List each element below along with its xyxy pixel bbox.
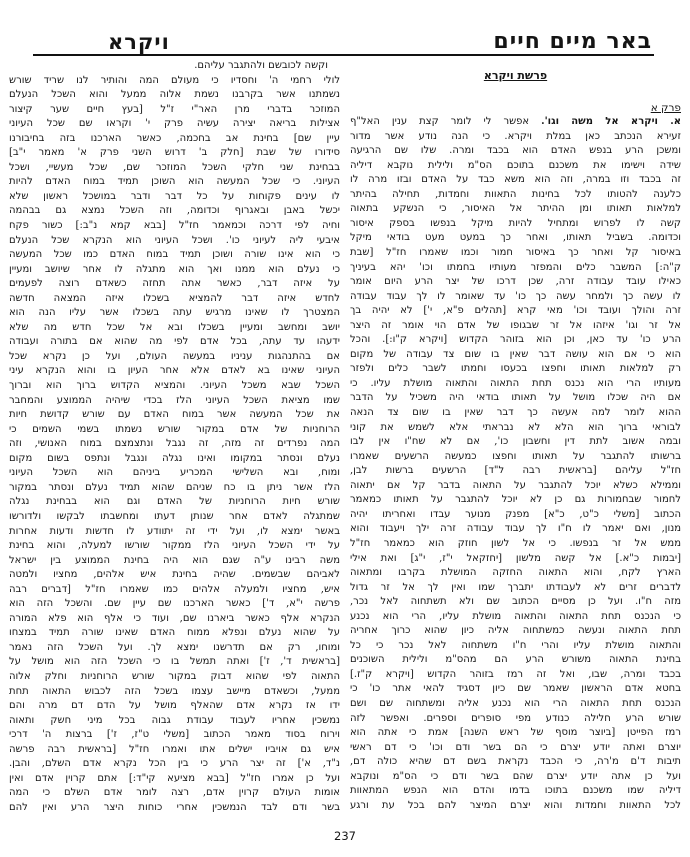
text-line: לכל התאוות וחמדות והוא יצרם המיצר להם בכל עת ורגע	[350, 799, 681, 811]
text-line: ומוחו, רק אם תדרשנו ימצא לך. ועל השכל הזה נאמר	[9, 641, 340, 653]
book-title: באר מיים חיים	[493, 28, 652, 54]
text-line: דיליה שמו משכנם בתוכו בדמו והדם הוא הנפש המתאוות	[350, 785, 681, 797]
text-line: למלאות תאותו ומן ההיתר אל האיסור, כי הנשקע בתאוה	[350, 203, 681, 215]
text-line: יכשל באבן ובאגרוף וכדומה, וזה השכל נמצא גם בבהמה	[9, 205, 340, 217]
text-line: נ"ד, א'] זה יצר הרע כי בין הכל נקרא אדם השלם, והבן.	[9, 758, 340, 770]
text-line: זעירא הנכתב כאן במלת ויקרא. כי הנה נודע אשר מדור	[350, 130, 681, 142]
text-line: על ידי השכל העיוני הלז ממקור שורשו למעלה, והוא בחינת	[9, 540, 340, 552]
text-line: ק"ה:] המשבר כלים והמפזר מעותיו בחמתו וכו' יהא בעיניך	[350, 261, 681, 273]
text-line: באשר ימצא לו, ועל ידי זה יתוודע לו חדשות ודעות אחרות	[9, 525, 340, 537]
text-line: העיוני. כי שכל המעשה הוא השוכן תמיד במוח האדם להיות	[9, 176, 340, 188]
text-line: אם בהתנהגות עניניו במעשה העולם, ועל כן נקרא שכל	[9, 350, 340, 362]
text-line: לולי רחמי ה' וחסדיו כי מעולם המה והותיר לנו שריד שורש	[9, 74, 340, 86]
text-line: כלענה להטותו לכל בחינות התאוות וחמדות, תחילה בהיתר	[350, 188, 681, 200]
text-line: שידה וישימו את משכנם בתוכם הס"מ ולילית נוקבא דיליה	[350, 159, 681, 171]
text-line: ועל כן אתה יודע יצרם שהם בשר ודם כי הס"מ ונוקבא	[350, 770, 681, 782]
text-line: זה בכבד וזו במרה, וזה הוא משא כבד על האדם ובזו מרה לו	[350, 174, 681, 186]
first-line-rest: אפשר לי לומר קצת ענין האל"ף	[350, 116, 542, 128]
text-line: תחת התאוה ונעשה כמשתחוה אליה כיון שהוא כרוך אחריה	[350, 625, 681, 637]
text-line: ברשותו להתגבר על תאותו וחפצו כמעשה הרשעים שאמרו	[350, 450, 681, 462]
text-line: ובמה אשוב לתת דין וחשבון כו', אם לא שח"ו אין לבו	[350, 436, 681, 448]
text-line: יושב ומחשב ומעיין בשכלו ובא אל שכל חדש מה שלא	[9, 321, 340, 333]
text-line: רק למלאות תאותו וחפצו בכעסו וחמתו לשבר כלים ולפזר	[350, 363, 681, 375]
text-line: איש, מחציו ולמעלה אלהים כמו שאמרו חז"ל [דברים רבה	[9, 583, 340, 595]
text-line: לאביהם שבשמים. שהיה בחינת איש אלהים, מחציו ולמטה	[9, 569, 340, 581]
text-line: נמשכין אחריו לעבוד עבודת גבוה בכל מיני חשק ותאוה	[9, 714, 340, 726]
text-line: נעלם ונסתר במקומו ואינו נגלה ונגבל ונתפס בשום מקום	[9, 452, 340, 464]
text-line: הרוחניות של אדם במקור שורש נשמתו בשמי השמים כי	[9, 423, 340, 435]
text-line: קשה לו לפרוש ומתחיל להיות מיקל בנפשו בספק איסור	[350, 217, 681, 229]
right-column-body	[350, 130, 681, 814]
text-line: העיוני שאינו בא לאדם אלא אחר העיון בו והוא הנקרא עיני	[9, 365, 340, 377]
text-line: משה רבינו ע"ה שגם הוא היה בחינת הממוצע בין ישראל	[9, 554, 340, 566]
text-line: מנון, ואם יאמר לו ח"ו לך עבוד עבודה זרה ילך ויעבוד והוא	[350, 523, 681, 535]
text-line: יוצרם ואתה יודע יצרם כי הם בשר ודם וכו' כי דם ראשי	[350, 741, 682, 753]
text-line: רמז הפייטן [ביוצר מוסף של ראש השנה] אמת כי אתה הוא	[350, 727, 681, 739]
page-number: 237	[334, 829, 356, 843]
text-line: שורש הרע חלילה כנודע מפי סופרים וספרים. ואפשר לזה	[350, 712, 681, 724]
text-line: המוזכר בדברי מרן האר"י ז"ל [בעץ חיים שער קיצור	[9, 103, 340, 115]
paragraph-end-line: וקשה לכובשם ולהתגבר עליהם.	[194, 60, 328, 71]
text-line: וכדומה. בשביל תאותו, ואחר כך במעט מעט בודאי מיקל	[350, 232, 681, 244]
text-line: לחדש איזה דבר להמציא בשכלו איזה המצאה חדשה	[9, 292, 340, 304]
text-line: זרה והולך ועובד וכו' מאי קרא [תהלים פ"א, י'] לא יהיה בך	[350, 305, 681, 317]
text-line: על איזה דבר, כאשר אתה תחזה כשאדם רוצה לפעמים	[9, 278, 340, 290]
parsha-heading: פרשת ויקרא	[483, 69, 548, 82]
text-line: ועל כן אמרו חז"ל [בבא מציעא קי"ד:] אתם קרוין אדם ואין	[9, 772, 340, 784]
text-line: הוא כי אם הוא עושה דבר שאין בו שום צד עבודה של מקום	[350, 348, 681, 360]
header-rule	[33, 54, 654, 56]
text-line: בחטא אדם הראשון שאמר שם כיון דסגיד להאי אתר כו' כי	[350, 683, 681, 695]
text-line: לו עינים פקוחות על כל דבר ודבר במושכל ראשון שלא	[9, 190, 340, 202]
text-line: ומוח, ובא השלישי המכריע ביניהם הוא השכל העיוני	[9, 467, 340, 479]
text-line: כי נעלם הוא ממנו ואך הוא מתגלה לו אחר שיושב ומעיין	[9, 263, 340, 275]
text-line: מעותיו הרי הוא נכנס תחת התאוה והתאוה מושלת עליו. כי	[350, 377, 681, 389]
text-line: אם היה שכלו מושל על תאותו בודאי היה משכיל על הדבר	[350, 392, 681, 404]
text-line: וממילא כשלא יוכל להתגבר על התאוה בדבר קל אם יתאוה	[350, 479, 681, 491]
text-line: אומות העולם קרוין אדם, רצה לומר אדם השלם כי המה	[9, 787, 340, 799]
text-line: נשמתנו אשר בקרבנו נשמת אלוה ממעל והוא השכל הנעלם	[9, 89, 340, 101]
text-line: פרשה י"א, ד'] כאשר הארכנו שם עיין שם. והשכל הזה הוא	[9, 598, 340, 610]
text-line: כי הנכנס תחת התאוה והתאוה מושלת עליו, הרי הוא נכנע	[350, 610, 681, 622]
text-line: הארץ לקח, והוא התאוה החזקה המושלת בקרבו ומתאוה	[350, 567, 681, 579]
text-line: ידעהו עד עתה, בכל אדם לפי מה שהוא אם בתורה ועבודה	[9, 336, 340, 348]
text-line: חז"ל עליהם [בראשית רבה ל"ד] הרשעים ברשות לבן,	[350, 465, 681, 477]
text-line: וירוח בסוד מאמר הכתוב [משלי ט"ז, ז'] ברצות ה' דרכי	[9, 729, 340, 741]
text-line: והתאוה מושלת עליו והרי ח"ו משתחוה לאל נכר כי כל	[350, 639, 681, 651]
text-line: [בראשית ד', ז'] ואתה תמשל בו כי השכל הזה הוא מושל על	[9, 656, 340, 668]
text-line: שמתגלה לאדם אחר שנותן דעתו ומחשבתו לבקשו ולדורשו	[9, 510, 340, 522]
text-line: שורש חיות הרוחניות של האדם וגם הוא בבחינת נגלה	[9, 496, 340, 508]
text-line: ידו אז נקרא אדם שהאלף מושל על הדם דם מרה והם	[9, 700, 340, 712]
text-line: מזה ח"ו. ועל כן מסיים הכתוב שם ולא תשתחוה לאל נכר,	[350, 596, 681, 608]
text-line: ממש אל זר בנפשו. כי אל לשון חוזק הוא כמאמר חז"ל	[350, 537, 681, 549]
text-line: ההוא לומר למה אעשה כך דבר שאין בו שום צד הנאה	[350, 407, 681, 419]
text-line: בכבד ומרה, שבו, ואל זה רמז בזוהר הקדוש [ויקרא ק"ז.]	[350, 668, 681, 680]
verse-lead: א. ויקרא אל משה וגו'.	[541, 116, 682, 128]
text-line: עיין שם] בחינת אב בחכמה, כאשר הארכנו בזה בחיבורנו	[9, 132, 340, 144]
text-line: בשר ודם לבד הנמשכין אחרי כוחות היצר הרע ואין להם	[9, 801, 340, 813]
text-line: איבעי ליה לעיוני כו'. ושכל העיוני הוא הנקרא שכל הנעלם	[9, 234, 340, 246]
text-line: על שהוא נעלם ונפלא ממוח האדם שאינו שורה תמיד במצחו	[9, 627, 340, 639]
text-line: הנקרא אלף כאשר ביארנו שם, ועוד כי אלף הוא פלא המורה	[9, 612, 340, 624]
text-line: לחמור שבחמורות גם כן לא יוכל להתגבר על תאותו כמאמר	[350, 494, 681, 506]
text-line: אצילות בריאה יצירה עשיה פרק י' וקראו שם שכל העיוני	[9, 118, 340, 130]
right-column	[350, 59, 681, 813]
text-line: [יבמות כ"א.] אל קשה מלשון [יחזקאל י"ז, י"ג] ואת אילי	[350, 552, 681, 564]
text-line: אל זר וגו' איזהו אל זר שבגופו של אדם הוי אומר זה היצר	[350, 319, 681, 331]
text-line: וחיה לפי דרכה וכמאמר חז"ל [בבא קמא נ"ב:] כשור פקח	[9, 220, 340, 232]
text-line: השכל שבא משכל העיוני. והמציא הקדוש ברוך הוא וברוך	[9, 380, 340, 392]
text-line: המצטרך לו שאינו מרגיש עתה בשכלו אשר עליו הנה הוא	[9, 307, 340, 319]
text-line: בבחינת שני חלקי השכל המוזכר שם, שכל מעשיי, ושכל	[9, 161, 340, 173]
text-line: באיסור קל ואחר כך באיסור חמור וכמו שאמרו חז"ל [שבת	[350, 247, 681, 259]
text-line: הרע כו' עד כאן, וכן הוא בזוהר הקדוש [ויקרא ק"ו:]. והכל	[350, 334, 681, 346]
text-line: תיבות ד'ם מ'רה, כי הכבד נקראת בשם דם שהיא כולה דם,	[350, 756, 681, 768]
text-line-first	[350, 115, 681, 130]
text-line: איש גם אויביו ישלים אתו ואמרו חז"ל [בראשית רבה פרשה	[9, 743, 340, 755]
left-column	[9, 59, 340, 815]
text-line: את שכל המעשה אשר במוח האדם עם שורש קדושת חיות	[9, 409, 340, 421]
text-line: לו עשה כך ולמחר עשה כך כו' עד שאומר לו לך עבוד עבודה	[350, 290, 681, 302]
left-column-body	[9, 74, 340, 816]
section-title: ויקרא	[108, 29, 170, 54]
perek-heading: פרק א	[650, 101, 681, 114]
text-line: התאוה לפי שהוא דבוק במקור שורש הרוחניות וחלק אלוה	[9, 670, 340, 682]
text-line: כאילו עובד עבודה זרה, שכן דרכו של יצר הרע היום אומר	[350, 276, 681, 288]
text-line: בחינת התאוה משורש הרע הם מהס"מ ולילית השוכנים	[350, 654, 681, 666]
text-line: לבוראי ברוך הוא הלא לא נבראתי אלא לשמש את קוני	[350, 421, 681, 433]
text-line: ממעל, וכשאדם מיישב עצמו בשכל הזה לכבוש התאוה תחת	[9, 685, 340, 697]
text-line: הלז אשר ניתן בו כח שניהם שהוא תמיד נעלם ונסתר במקור	[9, 481, 340, 493]
text-line: ומשכן הרע בנפש האדם הוא בכבד ומרה. שלו שם הרגיעה	[350, 145, 681, 157]
text-line: הכתוב [משלי כ"ט, כ"א] מפנק מנוער עבדו ואחריתו יהיה	[350, 508, 681, 520]
text-line: לדברים זרים לא לעבודתו יתברך שמו ואין לך אל זר גדול	[350, 581, 681, 593]
text-line: כי הוא אינו שורה ושוכן תמיד במוח האדם כמו שכל המעשה	[9, 249, 340, 261]
text-line: הנכנס תחת התאוה הרי הוא נכנע אליה ומשתחוה שם ושם	[350, 697, 681, 709]
text-line: סידורו של שבת [חלק ב' דרוש השני פרק א' מאמר י"ב]	[9, 147, 340, 159]
text-line: שמו מציאת השכל העיוני הלז בכדי שיהיה הממוצע והמחבר	[9, 394, 340, 406]
text-line: המה נפרדים זה מזה, זה נגבל ונתצמצם במוח האנושי, וזה	[9, 438, 340, 450]
